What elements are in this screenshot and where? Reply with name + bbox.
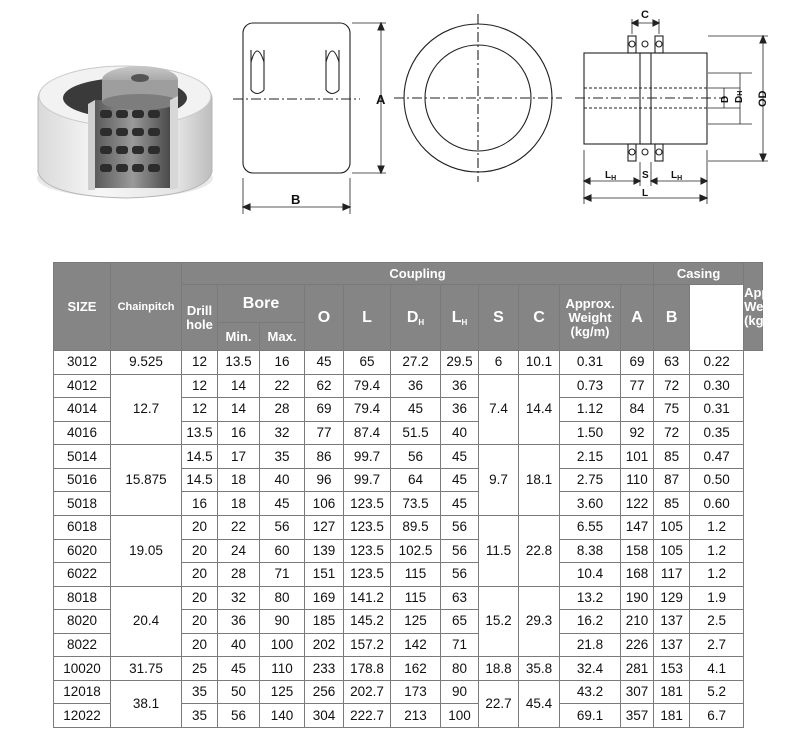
dimension-l-label: L: [642, 188, 649, 199]
cell-casing-weight: 2.7: [690, 633, 744, 657]
header-lh: $L_H$: [441, 285, 479, 351]
cell-lh: 56: [441, 515, 479, 539]
cell-bore-min: 40: [218, 633, 260, 657]
cell-lh: 45: [441, 468, 479, 492]
casing-front-view: [394, 14, 562, 182]
cell-size: 4014: [54, 398, 111, 422]
cell-chainpitch: 15.875: [111, 445, 182, 516]
cell-size: 12018: [54, 680, 111, 704]
dimension-od-label: OD: [757, 90, 769, 107]
header-weight: Approx. Weight (kg/m): [560, 285, 621, 351]
cell-c: 29.3: [519, 586, 560, 657]
header-casing-group: Casing: [654, 263, 744, 285]
cell-l: 145.2: [344, 610, 391, 634]
cell-l: 79.4: [344, 398, 391, 422]
cell-s: 9.7: [479, 445, 519, 516]
cell-b: 117: [654, 563, 690, 587]
cell-bore-max: 125: [260, 680, 305, 704]
cell-o: 169: [305, 586, 344, 610]
cell-bore-min: 56: [218, 704, 260, 728]
cell-bore-min: 45: [218, 657, 260, 681]
cell-o: 139: [305, 539, 344, 563]
table-row: [54, 586, 763, 610]
cell-drill-hole: 35: [182, 680, 218, 704]
cell-o: 185: [305, 610, 344, 634]
cell-b: 72: [654, 421, 690, 445]
cell-a: 158: [621, 539, 654, 563]
cell-a: 307: [621, 680, 654, 704]
header-c: C: [519, 285, 560, 351]
cell-casing-weight: 1.2: [690, 515, 744, 539]
cell-weight: 10.4: [560, 563, 621, 587]
cell-dh: 213: [391, 704, 441, 728]
cell-o: 106: [305, 492, 344, 516]
coupling-photo: [37, 66, 213, 198]
cell-lh: 40: [441, 421, 479, 445]
dimension-c-label: C: [641, 9, 649, 21]
table-row: [54, 374, 763, 398]
cell-size: 5014: [54, 445, 111, 469]
cell-dh: 45: [391, 398, 441, 422]
cell-l: 99.7: [344, 468, 391, 492]
cell-lh: 65: [441, 610, 479, 634]
cell-casing-weight: 0.30: [690, 374, 744, 398]
cell-lh: 80: [441, 657, 479, 681]
cell-drill-hole: 20: [182, 515, 218, 539]
cell-weight: 69.1: [560, 704, 621, 728]
header-s: S: [479, 285, 519, 351]
size-group: [54, 374, 763, 445]
cell-l: 141.2: [344, 586, 391, 610]
cell-size: 8022: [54, 633, 111, 657]
dimension-d-label: D: [720, 95, 731, 103]
cell-s: 22.7: [479, 680, 519, 727]
cell-c: 22.8: [519, 515, 560, 586]
cell-weight: 2.15: [560, 445, 621, 469]
cell-b: 137: [654, 633, 690, 657]
coupling-spec-table: [53, 262, 794, 728]
cell-weight: 0.73: [560, 374, 621, 398]
cell-weight: 21.8: [560, 633, 621, 657]
cell-o: 256: [305, 680, 344, 704]
header-a: A: [621, 285, 654, 351]
header-bore-min: Min.: [218, 323, 260, 351]
cell-bore-max: 100: [260, 633, 305, 657]
cell-l: 99.7: [344, 445, 391, 469]
cell-size: 4016: [54, 421, 111, 445]
cell-a: 281: [621, 657, 654, 681]
cell-bore-max: 16: [260, 351, 305, 375]
cell-b: 63: [654, 351, 690, 375]
size-group: [54, 351, 763, 375]
cell-lh: 45: [441, 492, 479, 516]
cell-lh: 56: [441, 563, 479, 587]
cell-casing-weight: 5.2: [690, 680, 744, 704]
cell-size: 3012: [54, 351, 111, 375]
cell-a: 77: [621, 374, 654, 398]
cell-b: 153: [654, 657, 690, 681]
cell-size: 6020: [54, 539, 111, 563]
cell-l: 123.5: [344, 492, 391, 516]
cell-lh: 90: [441, 680, 479, 704]
cell-drill-hole: 12: [182, 374, 218, 398]
cell-bore-max: 80: [260, 586, 305, 610]
cell-o: 96: [305, 468, 344, 492]
cell-b: 72: [654, 374, 690, 398]
cell-drill-hole: 20: [182, 633, 218, 657]
cell-size: 12022: [54, 704, 111, 728]
cell-s: 18.8: [479, 657, 519, 681]
cell-l: 87.4: [344, 421, 391, 445]
cell-size: 5016: [54, 468, 111, 492]
cell-dh: 115: [391, 586, 441, 610]
cell-bore-max: 22: [260, 374, 305, 398]
header-coupling-group: Coupling: [182, 263, 654, 285]
cell-dh: 173: [391, 680, 441, 704]
header-b: B: [654, 285, 690, 351]
cell-bore-min: 14: [218, 398, 260, 422]
header-l: L: [344, 285, 391, 351]
casing-side-view: [233, 23, 386, 214]
cell-drill-hole: 20: [182, 539, 218, 563]
cell-o: 69: [305, 398, 344, 422]
cell-chainpitch: 20.4: [111, 586, 182, 657]
header-bore-max: Max.: [260, 323, 305, 351]
cell-b: 181: [654, 704, 690, 728]
cell-a: 122: [621, 492, 654, 516]
cell-chainpitch: 38.1: [111, 680, 182, 727]
cell-dh: 162: [391, 657, 441, 681]
cell-o: 86: [305, 445, 344, 469]
cell-c: 10.1: [519, 351, 560, 375]
cell-l: 178.8: [344, 657, 391, 681]
cell-o: 127: [305, 515, 344, 539]
cell-weight: 1.50: [560, 421, 621, 445]
cell-b: 85: [654, 445, 690, 469]
cell-bore-max: 45: [260, 492, 305, 516]
cell-lh: 29.5: [441, 351, 479, 375]
cell-drill-hole: 20: [182, 610, 218, 634]
cell-casing-weight: 0.31: [690, 398, 744, 422]
cell-casing-weight: 1.2: [690, 539, 744, 563]
cell-dh: 64: [391, 468, 441, 492]
table-row: [54, 657, 763, 681]
cell-drill-hole: 35: [182, 704, 218, 728]
cell-dh: 125: [391, 610, 441, 634]
cell-b: 87: [654, 468, 690, 492]
header-drill-hole: Drill hole: [182, 285, 218, 351]
cell-bore-min: 14: [218, 374, 260, 398]
cell-c: 35.8: [519, 657, 560, 681]
cell-casing-weight: 6.7: [690, 704, 744, 728]
cell-casing-weight: 2.5: [690, 610, 744, 634]
cell-lh: 36: [441, 398, 479, 422]
cell-casing-weight: 0.22: [690, 351, 744, 375]
cell-drill-hole: 25: [182, 657, 218, 681]
cell-l: 222.7: [344, 704, 391, 728]
cell-bore-max: 90: [260, 610, 305, 634]
cell-casing-weight: 0.50: [690, 468, 744, 492]
header-bore: Bore: [218, 285, 305, 323]
cell-bore-min: 22: [218, 515, 260, 539]
cell-drill-hole: 12: [182, 398, 218, 422]
cell-bore-min: 18: [218, 492, 260, 516]
dimension-dh-label: DH: [734, 90, 745, 103]
cell-dh: 51.5: [391, 421, 441, 445]
table-row: [54, 351, 763, 375]
cell-o: 45: [305, 351, 344, 375]
cell-size: 8018: [54, 586, 111, 610]
size-group: [54, 586, 763, 657]
cell-s: 7.4: [479, 374, 519, 445]
cell-casing-weight: 0.35: [690, 421, 744, 445]
cell-bore-max: 71: [260, 563, 305, 587]
cell-drill-hole: 16: [182, 492, 218, 516]
cell-lh: 100: [441, 704, 479, 728]
cell-b: 105: [654, 515, 690, 539]
cell-lh: 71: [441, 633, 479, 657]
cell-bore-min: 17: [218, 445, 260, 469]
size-group: [54, 680, 763, 727]
cell-s: 15.2: [479, 586, 519, 657]
figures-area: [0, 0, 800, 250]
cell-bore-max: 28: [260, 398, 305, 422]
cell-drill-hole: 20: [182, 563, 218, 587]
cell-s: 11.5: [479, 515, 519, 586]
cell-bore-max: 40: [260, 468, 305, 492]
cell-l: 79.4: [344, 374, 391, 398]
cell-weight: 8.38: [560, 539, 621, 563]
dimension-lh-right-label: $L_H$: [671, 170, 683, 182]
cell-a: 226: [621, 633, 654, 657]
cell-l: 123.5: [344, 539, 391, 563]
cell-casing-weight: 4.1: [690, 657, 744, 681]
cell-bore-max: 110: [260, 657, 305, 681]
header-o: O: [305, 285, 344, 351]
cell-lh: 63: [441, 586, 479, 610]
cell-a: 357: [621, 704, 654, 728]
cell-bore-max: 140: [260, 704, 305, 728]
cell-l: 157.2: [344, 633, 391, 657]
cell-lh: 45: [441, 445, 479, 469]
cell-a: 101: [621, 445, 654, 469]
size-group: [54, 445, 763, 516]
cell-b: 181: [654, 680, 690, 704]
cell-bore-min: 32: [218, 586, 260, 610]
cell-bore-min: 36: [218, 610, 260, 634]
cell-casing-weight: 1.9: [690, 586, 744, 610]
cell-drill-hole: 14.5: [182, 468, 218, 492]
cell-weight: 13.2: [560, 586, 621, 610]
header-chainpitch: Chainpitch: [111, 263, 182, 351]
cell-l: 123.5: [344, 563, 391, 587]
cell-s: 6: [479, 351, 519, 375]
cell-weight: 6.55: [560, 515, 621, 539]
cell-dh: 56: [391, 445, 441, 469]
cell-size: 5018: [54, 492, 111, 516]
cell-l: 123.5: [344, 515, 391, 539]
cell-a: 210: [621, 610, 654, 634]
cell-o: 77: [305, 421, 344, 445]
cell-o: 202: [305, 633, 344, 657]
cell-dh: 115: [391, 563, 441, 587]
cell-bore-max: 56: [260, 515, 305, 539]
cell-bore-min: 28: [218, 563, 260, 587]
cell-casing-weight: 0.60: [690, 492, 744, 516]
size-group: [54, 515, 763, 586]
cell-bore-min: 13.5: [218, 351, 260, 375]
cell-a: 190: [621, 586, 654, 610]
cell-c: 45.4: [519, 680, 560, 727]
cell-b: 75: [654, 398, 690, 422]
cell-drill-hole: 14.5: [182, 445, 218, 469]
cell-a: 147: [621, 515, 654, 539]
cell-dh: 142: [391, 633, 441, 657]
cell-bore-min: 50: [218, 680, 260, 704]
dimension-lh-left-label: $L_H$: [605, 170, 617, 182]
cell-o: 151: [305, 563, 344, 587]
dimension-b-label: B: [291, 192, 301, 207]
cell-bore-min: 24: [218, 539, 260, 563]
table-header: [54, 263, 794, 351]
cell-a: 69: [621, 351, 654, 375]
cell-dh: 89.5: [391, 515, 441, 539]
cell-o: 304: [305, 704, 344, 728]
cell-a: 84: [621, 398, 654, 422]
cell-chainpitch: 12.7: [111, 374, 182, 445]
header-dh: $D_H$: [391, 285, 441, 351]
cell-b: 137: [654, 610, 690, 634]
cell-b: 105: [654, 539, 690, 563]
cell-weight: 3.60: [560, 492, 621, 516]
cell-size: 4012: [54, 374, 111, 398]
size-group: [54, 657, 763, 681]
cell-size: 6018: [54, 515, 111, 539]
cell-a: 168: [621, 563, 654, 587]
cell-lh: 56: [441, 539, 479, 563]
cell-a: 92: [621, 421, 654, 445]
cell-dh: 27.2: [391, 351, 441, 375]
cell-bore-max: 32: [260, 421, 305, 445]
cell-chainpitch: 19.05: [111, 515, 182, 586]
cell-drill-hole: 20: [182, 586, 218, 610]
cell-l: 65: [344, 351, 391, 375]
cell-o: 62: [305, 374, 344, 398]
cell-weight: 32.4: [560, 657, 621, 681]
cell-casing-weight: 1.2: [690, 563, 744, 587]
cell-size: 6022: [54, 563, 111, 587]
cell-bore-min: 18: [218, 468, 260, 492]
cell-dh: 102.5: [391, 539, 441, 563]
cell-size: 8020: [54, 610, 111, 634]
cell-weight: 2.75: [560, 468, 621, 492]
table-row: [54, 680, 763, 704]
cell-c: 14.4: [519, 374, 560, 445]
cell-weight: 1.12: [560, 398, 621, 422]
cell-size: 10020: [54, 657, 111, 681]
cell-b: 85: [654, 492, 690, 516]
cell-dh: 36: [391, 374, 441, 398]
table-row: [54, 515, 763, 539]
cell-bore-max: 60: [260, 539, 305, 563]
cell-weight: 0.31: [560, 351, 621, 375]
technical-drawings: [0, 0, 800, 250]
cell-lh: 36: [441, 374, 479, 398]
dimension-s-label: S: [642, 170, 649, 181]
cell-weight: 43.2: [560, 680, 621, 704]
cell-casing-weight: 0.47: [690, 445, 744, 469]
cell-dh: 73.5: [391, 492, 441, 516]
cell-a: 110: [621, 468, 654, 492]
cell-weight: 16.2: [560, 610, 621, 634]
header-casing-weight: Approx. Weight (kg/m): [744, 263, 763, 351]
cell-b: 129: [654, 586, 690, 610]
header-size: SIZE: [54, 263, 111, 351]
cell-chainpitch: 9.525: [111, 351, 182, 375]
cell-drill-hole: 13.5: [182, 421, 218, 445]
cell-chainpitch: 31.75: [111, 657, 182, 681]
cell-o: 233: [305, 657, 344, 681]
cell-l: 202.7: [344, 680, 391, 704]
cell-bore-min: 16: [218, 421, 260, 445]
cell-c: 18.1: [519, 445, 560, 516]
table-row: [54, 445, 763, 469]
dimension-a-label: A: [376, 92, 386, 107]
cell-drill-hole: 12: [182, 351, 218, 375]
cell-bore-max: 35: [260, 445, 305, 469]
